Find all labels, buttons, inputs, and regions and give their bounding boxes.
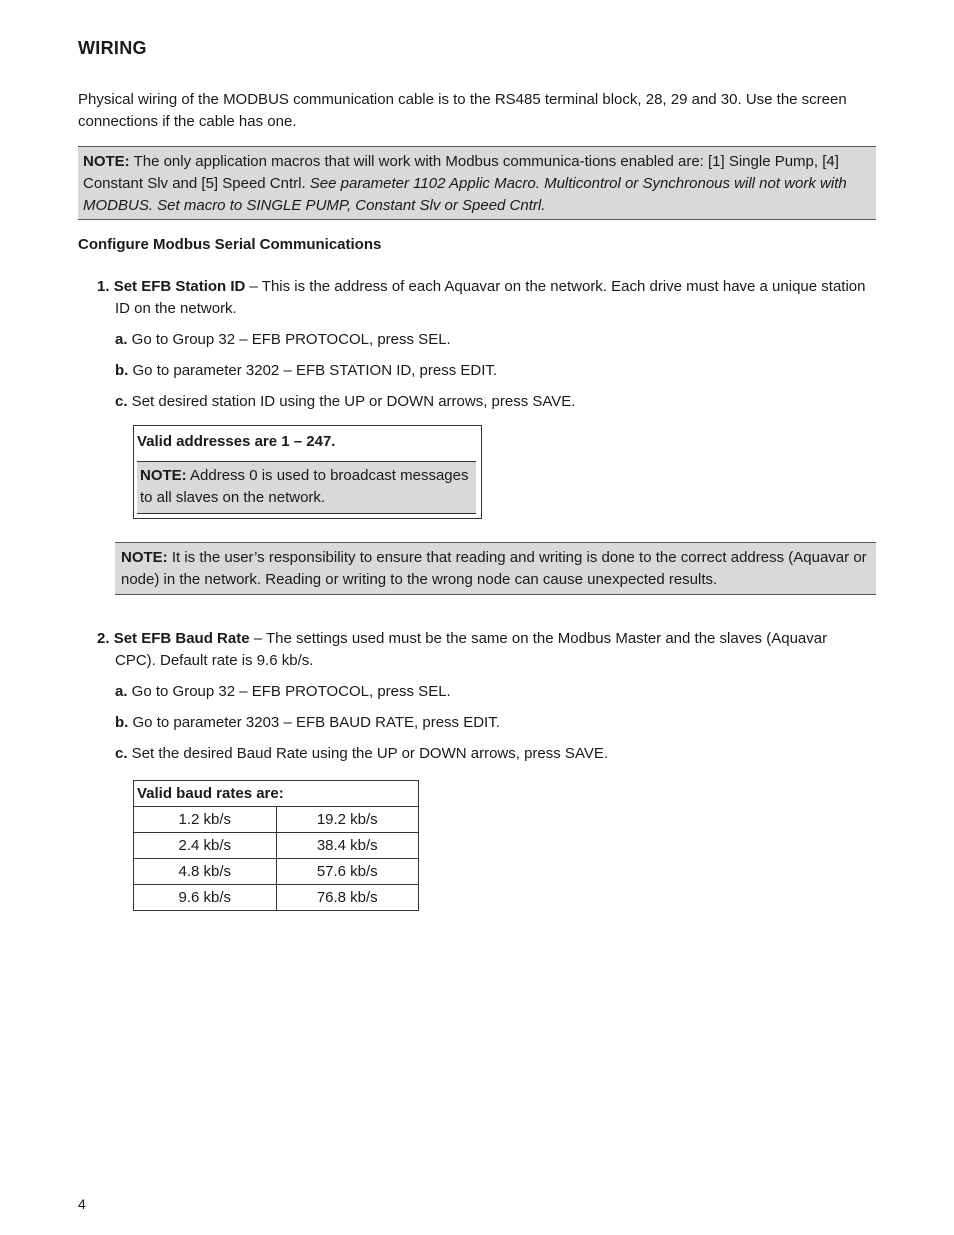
section-heading: WIRING (78, 38, 147, 58)
step-number: 2. (97, 630, 110, 647)
table-header: Valid baud rates are: (134, 781, 419, 807)
table-row (134, 859, 419, 885)
note-label: NOTE: (83, 153, 130, 170)
table-cell: 2.4 kb/s (134, 833, 277, 859)
step-2-sub-c: c. Set the desired Baud Rate using the UP or DOWN arrows, press SAVE. (115, 745, 609, 762)
table-row (134, 885, 419, 911)
table-cell: 4.8 kb/s (134, 859, 277, 885)
baud-rate-table (133, 780, 419, 911)
step-1-sub-c: c. Set desired station ID using the UP or DOWN arrows, press SAVE. (115, 393, 576, 410)
table-row (134, 833, 419, 859)
step-title: Set EFB Baud Rate (113, 630, 250, 647)
table-cell: 76.8 kb/s (276, 885, 419, 911)
step-1-sub-b: b. Go to parameter 3202 – EFB STATION ID, press EDIT. (115, 362, 498, 379)
valid-addresses-box (133, 425, 482, 519)
step-description: – This is the address of each Aquavar on the network. Each drive must have a unique station ID on the network. (115, 278, 866, 317)
note-italic-text: See parameter 1102 Applic Macro. Multicontrol or Synchronous will not work with MODBUS. Set macro to SINGLE PUMP, Constant Slv or Speed Cntrl. (83, 175, 847, 214)
step-title: Set EFB Station ID (113, 278, 246, 295)
table-cell: 1.2 kb/s (134, 807, 277, 833)
table-cell: 9.6 kb/s (134, 885, 277, 911)
note-text: The only application macros that will work with Modbus communica-tions enabled are: [1] Single Pump, [4] Constant Slv and [5] Speed Cntrl. (83, 153, 839, 192)
step-2 (97, 628, 867, 765)
page-number: 4 (78, 1196, 86, 1212)
table-cell: 19.2 kb/s (276, 807, 419, 833)
step-1 (97, 276, 867, 413)
step-number: 1. (97, 278, 110, 295)
table-row (134, 807, 419, 833)
table-cell: 38.4 kb/s (276, 833, 419, 859)
table-cell: 57.6 kb/s (276, 859, 419, 885)
step-description: – The settings used must be the same on the Modbus Master and the slaves (Aquavar CPC). Default rate is 9.6 kb/s. (115, 630, 828, 669)
step-1-sub-a: a. Go to Group 32 – EFB PROTOCOL, press SEL. (115, 331, 451, 348)
valid-addresses-heading: Valid addresses are 1 – 247. (137, 433, 336, 450)
subsection-title: Configure Modbus Serial Communications (78, 236, 382, 253)
table-header-row (134, 781, 419, 807)
broadcast-note: NOTE: Address 0 is used to broadcast messages to all slaves on the network. (137, 461, 476, 514)
step-2-sub-a: a. Go to Group 32 – EFB PROTOCOL, press SEL. (115, 683, 451, 700)
note-application-macros (78, 146, 876, 220)
note-responsibility: NOTE: It is the user’s responsibility to ensure that reading and writing is done to the correct address (Aquavar or node) in the network. Reading or writing to the wrong node can cause unexpected results. (115, 542, 876, 595)
step-2-sub-b: b. Go to parameter 3203 – EFB BAUD RATE, press EDIT. (115, 714, 500, 731)
intro-paragraph: Physical wiring of the MODBUS communication cable is to the RS485 terminal block, 28, 29 and 30. Use the screen connections if the cable has one. (78, 91, 847, 130)
